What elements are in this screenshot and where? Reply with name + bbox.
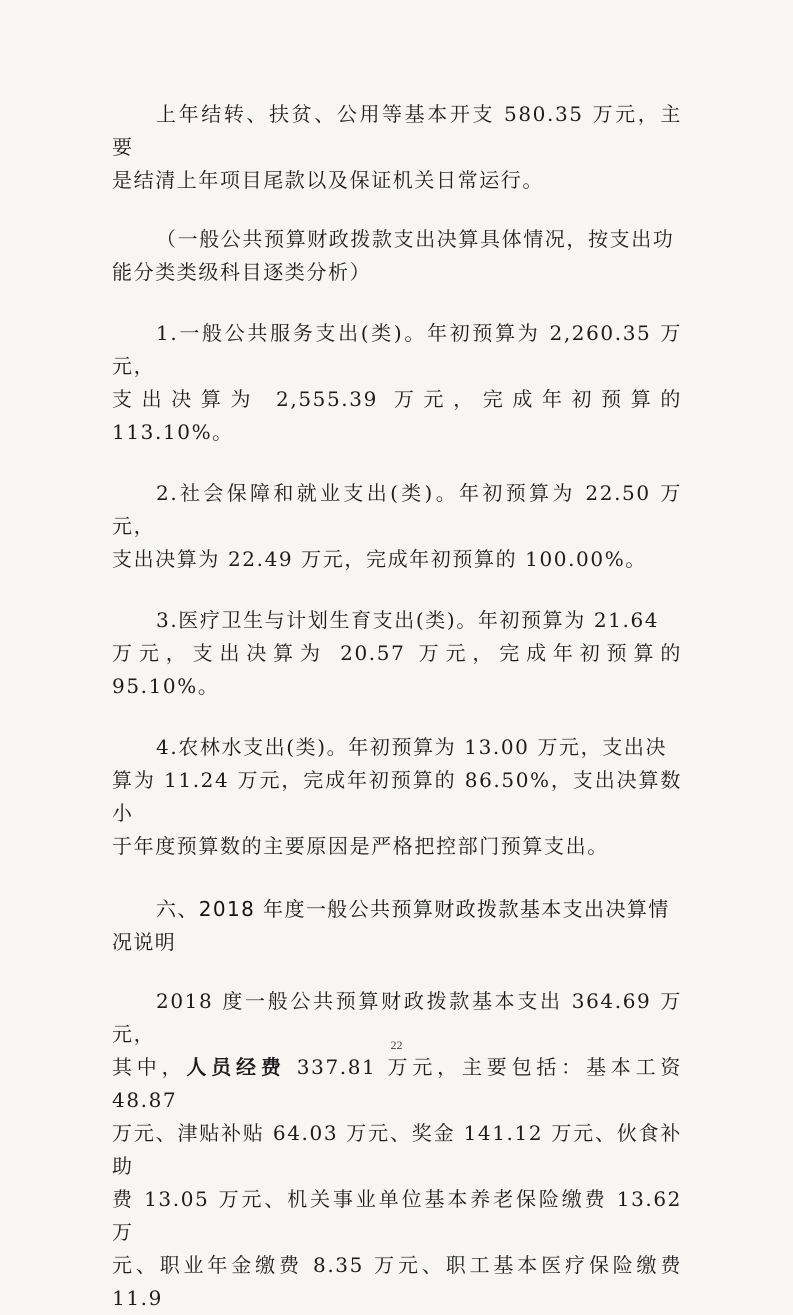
text-line: 上年结转、扶贫、公用等基本开支 580.35 万元，主要 <box>112 102 682 159</box>
text-line: 费 13.05 万元、机关事业单位基本养老保险缴费 13.62 万 <box>112 1187 682 1244</box>
text-line: 2.社会保障和就业支出(类)。年初预算为 22.50 万元， <box>112 481 682 538</box>
text-line: 是结清上年项目尾款以及保证机关日常运行。 <box>112 168 544 192</box>
text-line: 支出决算为 2,555.39 万元，完成年初预算的 113.10%。 <box>112 387 682 444</box>
item-general-public-services <box>112 317 682 449</box>
item-agriculture-forestry-water <box>112 731 682 863</box>
item-healthcare <box>112 604 682 703</box>
text-line: 337.81 万元，主要包括：基本工资 48.87 <box>112 1055 682 1112</box>
section-heading-basic-expenditure <box>112 893 682 959</box>
text-line: 1.一般公共服务支出(类)。年初预算为 2,260.35 万元， <box>112 321 682 378</box>
page-number: 22 <box>390 1038 403 1052</box>
text-line: 支出决算为 22.49 万元，完成年初预算的 100.00%。 <box>112 547 647 571</box>
text-line: 万元、津贴补贴 64.03 万元、奖金 141.12 万元、伙食补助 <box>112 1121 682 1178</box>
paragraph-basic-expenditure <box>112 985 682 1315</box>
text-line: 其中， <box>112 1055 187 1079</box>
text-line: 能分类类级科目逐类分析） <box>112 260 372 284</box>
personnel-expenses-label: 人员经费 <box>186 1055 286 1079</box>
text-line: 万元，支出决算为 20.57 万元，完成年初预算的 95.10%。 <box>112 641 682 698</box>
item-social-security <box>112 477 682 576</box>
text-line: （一般公共预算财政拨款支出决算具体情况，按支出功 <box>156 227 675 251</box>
document-page <box>112 98 682 1315</box>
heading-line: 六、2018 年度一般公共预算财政拨款基本支出决算情 <box>156 897 670 921</box>
text-line: 于年度预算数的主要原因是严格把控部门预算支出。 <box>112 834 609 858</box>
heading-line: 况说明 <box>112 930 177 954</box>
paragraph-carryover-expenses <box>112 98 682 197</box>
text-line: 3.医疗卫生与计划生育支出(类)。年初预算为 21.64 <box>156 608 660 632</box>
text-line: 算为 11.24 万元，完成年初预算的 86.50%，支出决算数小 <box>112 768 682 825</box>
text-line: 2018 度一般公共预算财政拨款基本支出 364.69 万元， <box>112 989 682 1046</box>
paragraph-analysis-note <box>112 223 682 289</box>
text-line: 元、职业年金缴费 8.35 万元、职工基本医疗保险缴费 11.9 <box>112 1253 682 1310</box>
text-line: 4.农林水支出(类)。年初预算为 13.00 万元，支出决 <box>156 735 668 759</box>
